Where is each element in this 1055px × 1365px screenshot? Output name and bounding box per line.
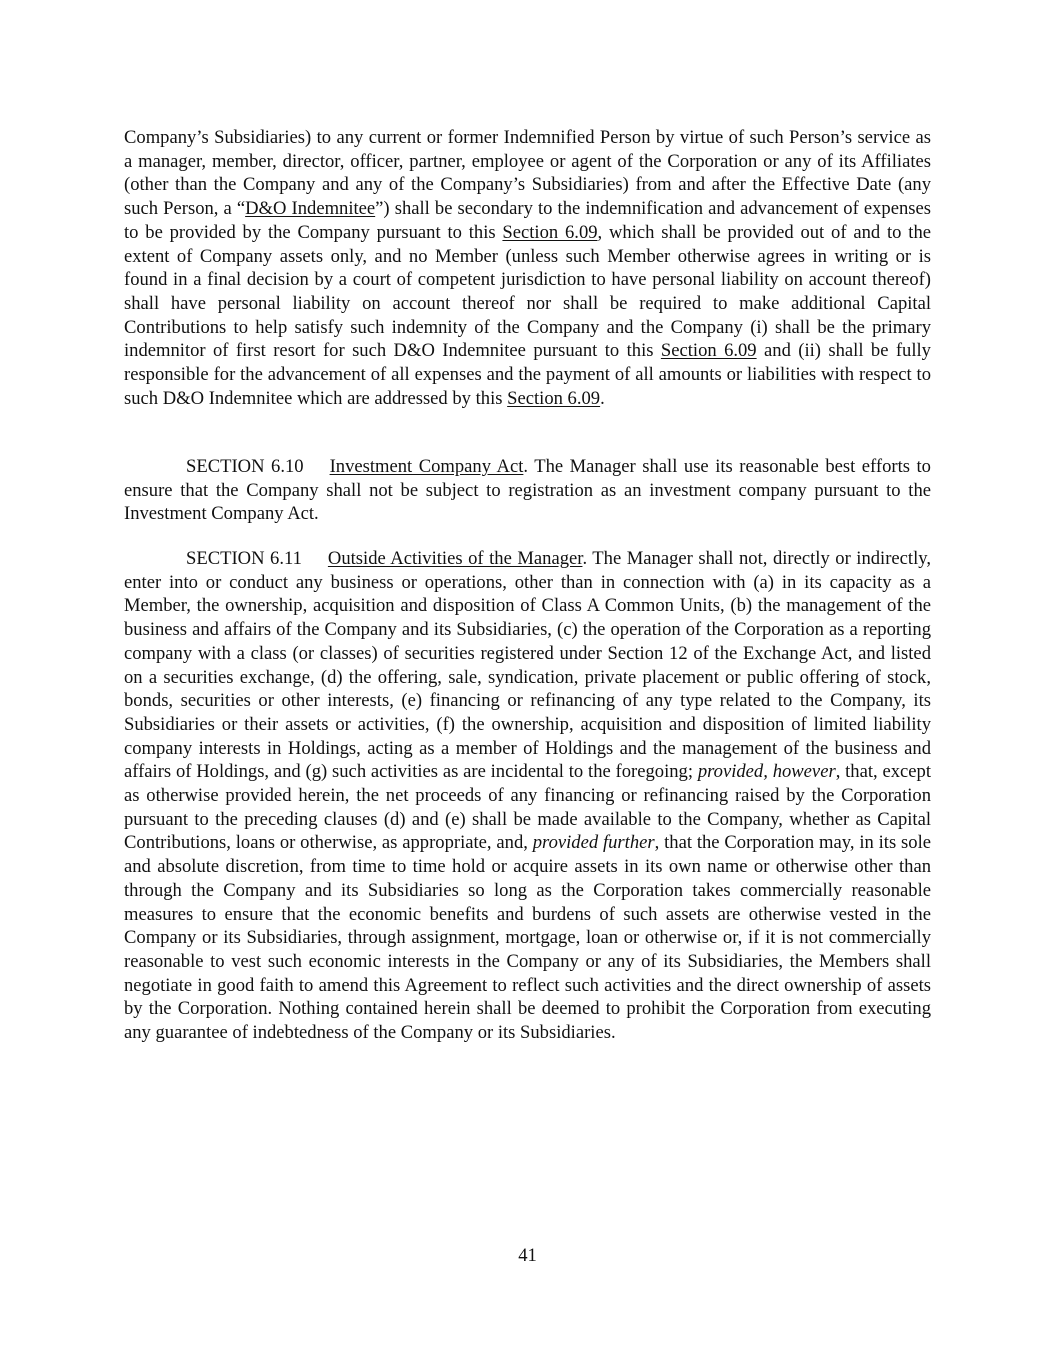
section-heading: Outside Activities of the Manager <box>327 548 583 569</box>
section-number: SECTION 6.11 <box>186 548 302 569</box>
paragraph-text: . The Manager shall use its reasonable best efforts to ensure that the Company shall not be subject to registration as an investment company pursuant to the Investment Company Act. <box>124 456 931 525</box>
paragraph-text: , that, except as otherwise provided herein, the net proceeds of any financing or refinancing raised by the Corporation pursuant to the preceding clauses (d) and (e) shall be made available to the Company, whether as Capital Contributions, loans or otherwise, as appropriate, and, <box>124 761 931 854</box>
paragraph-text: and (ii) shall be fully responsible for the advancement of all expenses and the payment of all amounts or liabilities with respect to such D&O Indemnitee which are addressed by this <box>124 340 931 409</box>
section-6-10-paragraph <box>124 455 931 526</box>
section-reference: Section 6.09 <box>660 340 757 362</box>
paragraph-text: ”) shall be secondary to the indemnification and advancement of expenses to be provided by the Company pursuant to this <box>124 198 931 243</box>
paragraph-text: . <box>600 387 605 409</box>
section-number: SECTION 6.10 <box>186 456 304 477</box>
emphasis-text: provided, however <box>697 761 836 783</box>
paragraph-text: , that the Corporation may, in its sole and absolute discretion, from time to time hold or acquire assets in its own name or otherwise other than through the Company and its Subsidiaries so long as the Corporation takes commercially reasonable measures to ensure that the economic benefits and burdens of such assets are otherwise vested in the Company or its Subsidiaries, through assignment, mortgage, loan or otherwise or, if it is not commercially reasonable to vest such economic interests in the Company or any of its Subsidiaries, the Members shall negotiate in good faith to amend this Agreement to reflect such activities and the direct ownership of assets by the Corporation. Nothing contained herein shall be deemed to prohibit the Corporation from executing any guarantee of indebtedness of the Company or its Subsidiaries. <box>124 832 931 1044</box>
paragraph-text: , which shall be provided out of and to the extent of Company assets only, and no Member (unless such Member otherwise agrees in writing or is found in a final decision by a court of competent jurisdiction to have personal liability on account thereof) shall have personal liability on account thereof nor shall be required to make additional Capital Contributions to help satisfy such indemnity of the Company and the Company (i) shall be the primary indemnitor of first resort for such D&O Indemnitee pursuant to this <box>124 221 931 362</box>
emphasis-text: provided further <box>532 832 655 854</box>
paragraph-text: Company’s Subsidiaries) to any current or former Indemnified Person by virtue of such Person’s service as a manager, member, director, officer, partner, employee or agent of the Corporation or any of its Affiliates (other than the Company and any of the Company’s Subsidiaries) from and after the Effective Date (any such Person, a “ <box>124 127 931 220</box>
section-6-11-paragraph <box>124 547 931 1045</box>
section-heading: Investment Company Act <box>329 456 524 477</box>
page-number: 41 <box>518 1245 537 1266</box>
section-reference: Section 6.09 <box>502 221 598 243</box>
paragraph-indemnification-continued <box>124 126 931 410</box>
paragraph-text: . The Manager shall not, directly or indirectly, enter into or conduct any business or operations, other than in connection with (a) in its capacity as a Member, the ownership, acquisition and disposition of Class A Common Units, (b) the management of the business and affairs of the Company and its Subsidiaries, (c) the operation of the Corporation as a reporting company with a class (or classes) of securities registered under Section 12 of the Exchange Act, and listed on a securities exchange, (d) the offering, sale, syndication, private placement or public offering of stock, bonds, securities or other interests, (e) financing or refinancing of any type related to the Company, its Subsidiaries or their assets or activities, (f) the ownership, acquisition and disposition of limited liability company interests in Holdings, acting as a member of Holdings and the management of the business and affairs of Holdings, and (g) such activities as are incidental to the foregoing; <box>124 548 931 783</box>
defined-term-dando-indemnitee: D&O Indemnitee <box>245 198 376 220</box>
section-reference: Section 6.09 <box>507 387 601 409</box>
